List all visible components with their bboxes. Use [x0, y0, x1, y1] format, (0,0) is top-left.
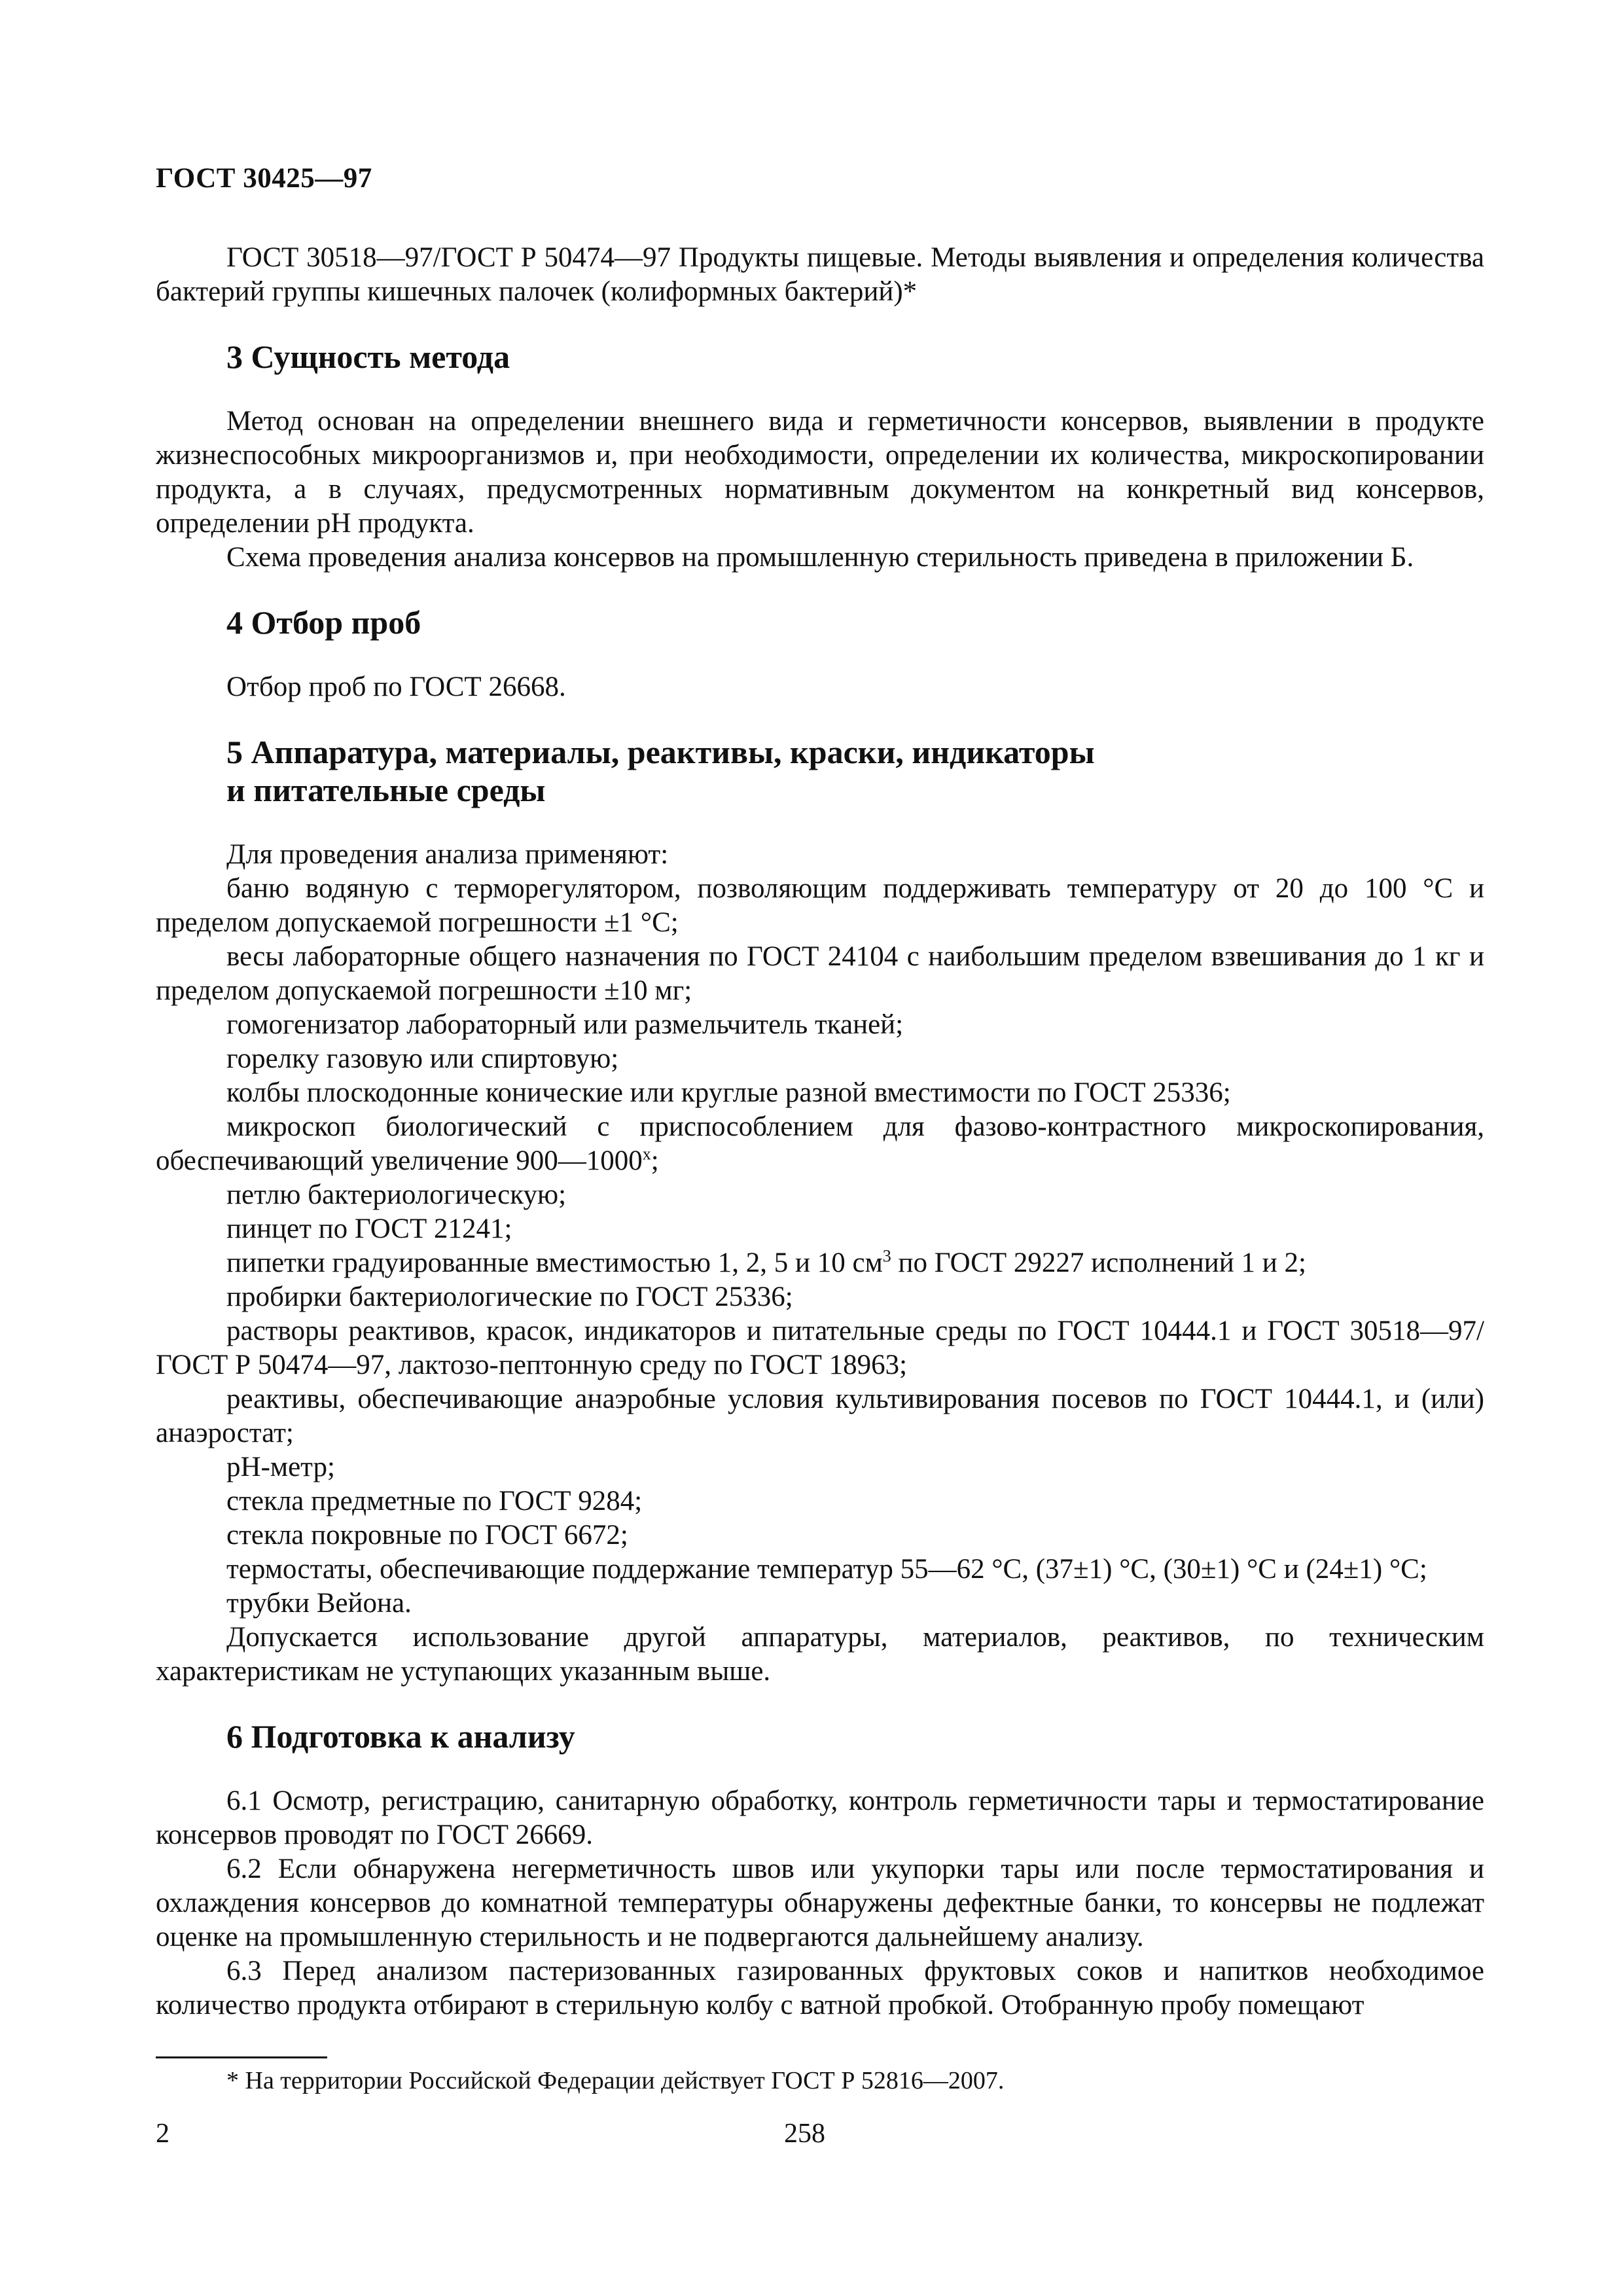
section-5-title-line2: и питательные среды — [226, 772, 546, 808]
magnification-superscript: х — [642, 1144, 651, 1164]
equipment-item: пинцет по ГОСТ 21241; — [226, 1213, 512, 1244]
equipment-item: стекла предметные по ГОСТ 9284; — [226, 1486, 643, 1516]
document-body — [156, 241, 1484, 2022]
equipment-item: термостаты, обеспечивающие поддержание температур 55—62 °С, (37±1) °С, (30±1) °С и (24±1) °С; — [226, 1554, 1427, 1585]
reference-paragraph: ГОСТ 30518—97/ГОСТ Р 50474—97 Продукты пищевые. Методы выявления и определения количества бактерий группы кишечных палочек (колиформных бактерий)* — [156, 242, 1484, 307]
equipment-item: растворы реактивов, красок, индикаторов и питательные среды по ГОСТ 10444.1 и ГОСТ 30518—97/ГОСТ Р 50474—97, лактозо-пептонную среду по ГОСТ 18963; — [156, 1316, 1484, 1380]
equipment-item: петлю бактериологическую; — [226, 1179, 567, 1210]
equipment-item: гомогенизатор лабораторный или размельчитель тканей; — [226, 1009, 904, 1040]
section-5-intro: Для проведения анализа применяют: — [226, 839, 669, 870]
section-6-paragraph: 6.3 Перед анализом пастеризованных газированных фруктовых соков и напитков необходимое количество продукта отбирают в стерильную колбу с ватной пробкой. Отобранную пробу помещают — [156, 1956, 1484, 2020]
section-6-paragraph: 6.2 Если обнаружена негерметичность швов или укупорки тары или после термостатирования и охлаждения консервов до комнатной температуры обнаружены дефектные банки, то консервы не подлежат оценке на промышленную стерильность и не подвергаются дальнейшему анализу. — [156, 1854, 1484, 1952]
equipment-note: Допускается использование другой аппаратуры, материалов, реактивов, по техническим характеристикам не уступающих указанным выше. — [156, 1622, 1484, 1687]
sheet-number: 258 — [784, 2119, 825, 2149]
unit-superscript: 3 — [882, 1246, 891, 1266]
section-6-paragraph: 6.1 Осмотр, регистрацию, санитарную обработку, контроль герметичности тары и термостатирование консервов проводят по ГОСТ 26669. — [156, 1785, 1484, 1850]
equipment-item: стекла покровные по ГОСТ 6672; — [226, 1520, 628, 1551]
equipment-item: микроскоп биологический с приспособлением для фазово-контрастного микроскопирования, обеспечивающий увеличение $900—1000^х$; — [156, 1111, 1484, 1176]
section-4-title: 4 Отбор проб — [226, 604, 421, 641]
section-6-title: 6 Подготовка к анализу — [226, 1718, 575, 1755]
equipment-item: трубки Вейона. — [226, 1588, 412, 1619]
section-3-paragraph: Схема проведения анализа консервов на промышленную стерильность приведена в приложении Б. — [226, 542, 1414, 573]
section-3-paragraph: Метод основан на определении внешнего вида и герметичности консервов, выявлении в продукте жизнеспособных микроорганизмов и, при необходимости, определении их количества, микроскопировании продукта, а в случаях, предусмотренных нормативным документом на конкретный вид консервов, определении рН продукта. — [156, 406, 1484, 539]
equipment-item: колбы плоскодонные конические или круглые разной вместимости по ГОСТ 25336; — [226, 1077, 1231, 1108]
section-4-paragraph: Отбор проб по ГОСТ 26668. — [226, 672, 566, 702]
equipment-item-text: микроскоп биологический с приспособлением для фазово-контрастного микроскопирования, обеспечивающий увеличение 900—1000 — [156, 1111, 1484, 1176]
page-number: 2 — [156, 2119, 169, 2149]
section-5-title-line1: 5 Аппаратура, материалы, реактивы, краски, индикаторы — [226, 734, 1095, 770]
equipment-item: пробирки бактериологические по ГОСТ 25336; — [226, 1282, 793, 1312]
equipment-item: пипетки градуированные вместимостью 1, 2, 5 и 10 $см^3$ по ГОСТ 29227 исполнений 1 и 2; — [226, 1246, 1306, 1278]
footnote-divider — [156, 2056, 327, 2058]
document-header: ГОСТ 30425—97 — [156, 163, 372, 194]
equipment-item: рН-метр; — [226, 1452, 335, 1482]
equipment-item-text: пипетки градуированные вместимостью 1, 2, 5 и 10 см — [226, 1247, 883, 1278]
equipment-item: реактивы, обеспечивающие анаэробные условия культивирования посевов по ГОСТ 10444.1, и (или) анаэростат; — [156, 1384, 1484, 1448]
equipment-item: весы лабораторные общего назначения по ГОСТ 24104 с наибольшим пределом взвешивания до 1 кг и пределом допускаемой погрешности ±10 мг; — [156, 941, 1484, 1006]
equipment-item: горелку газовую или спиртовую; — [226, 1043, 619, 1074]
footnote: * На территории Российской Федерации действует ГОСТ Р 52816—2007. — [226, 2067, 1005, 2094]
section-3-title: 3 Сущность метода — [226, 338, 510, 375]
equipment-item: баню водяную с терморегулятором, позволяющим поддерживать температуру от 20 до 100 °С и пределом допускаемой погрешности ±1 °С; — [156, 873, 1484, 938]
